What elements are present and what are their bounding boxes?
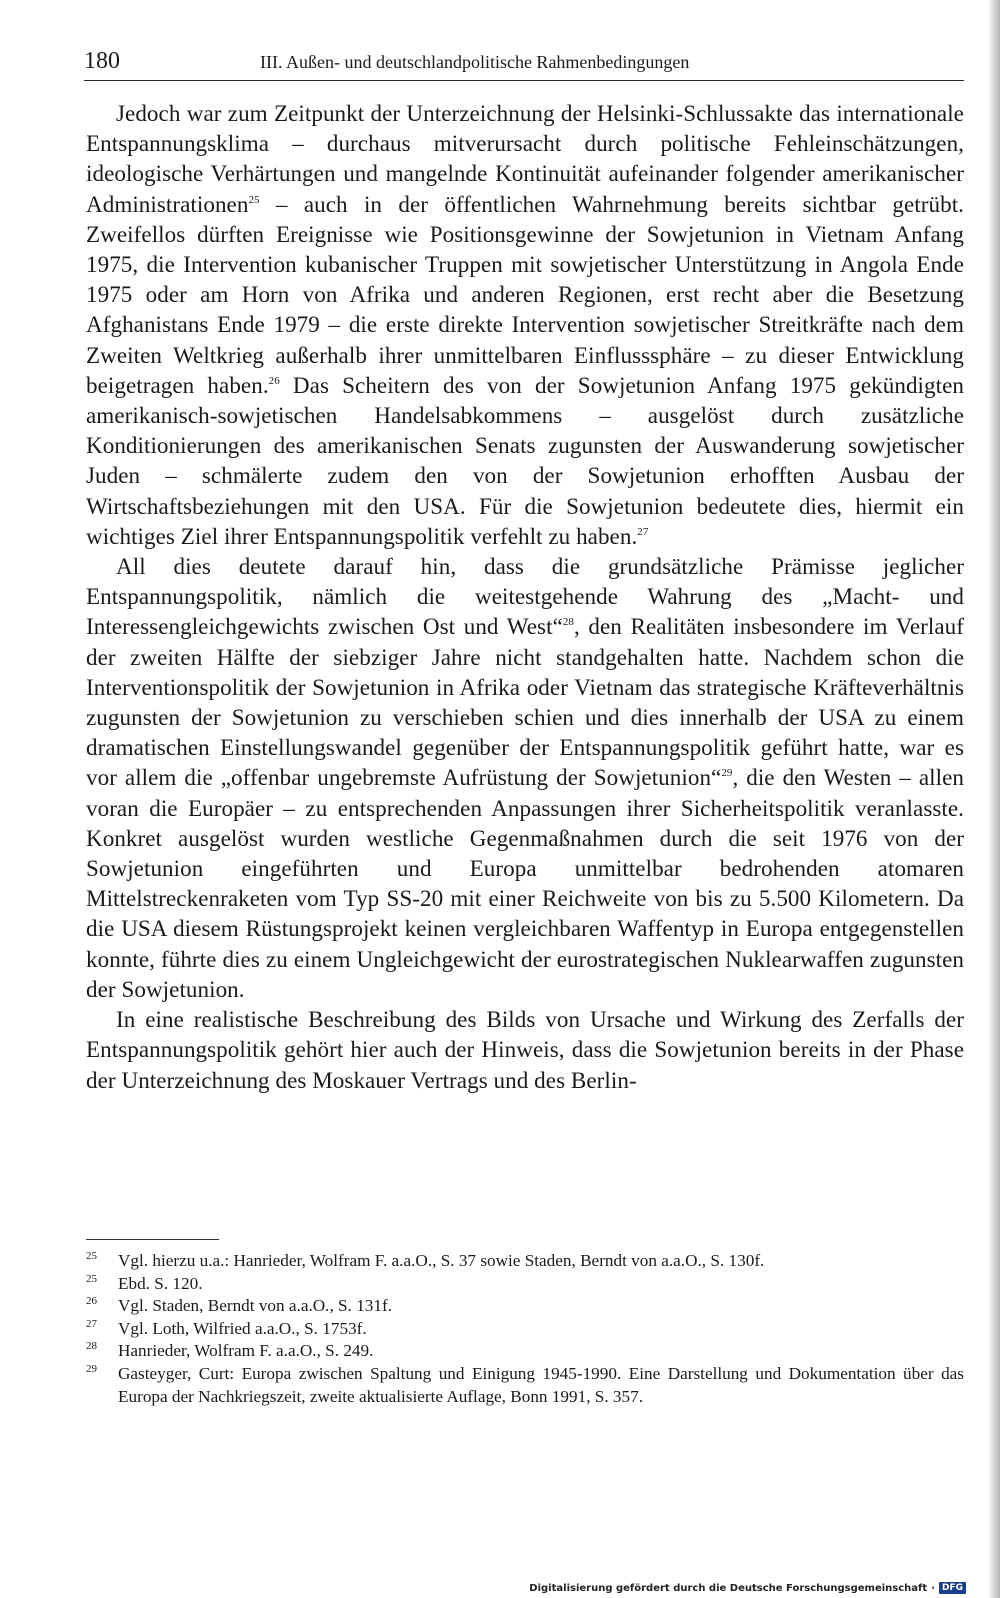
paragraph-text: In eine realistische Beschreibung des Bilds von Ursache und Wirkung des Zerfalls der Entspannungspolitik gehört hier auch der Hinweis, dass die Sowjetunion bereits in der Phase der Unterzeichnung des Moskauer Vertrags und des Berlin- [86, 1006, 964, 1093]
page-edge-shadow [988, 0, 1000, 1598]
paragraph-text: , die den Westen – allen voran die Europäer – zu entsprechenden Anpassungen ihrer Sicherheitspolitik veranlasste. Konkret ausgelöst wurden westliche Gegenmaßnahmen durch die seit 1976 von der Sowjetunion eingeführten und Europa unmittelbar bedrohenden atomaren Mittelstreckenraketen vom Typ SS-20 mit einer Reichweite von bis zu 5.500 Kilometern. Da die USA diesem Rüstungsprojekt keinen vergleichbaren Waffentyp in Europa entgegenstellen konnte, führte dies zu einem Ungleichgewicht der eurostrategischen Nuklearwaffen zugunsten der Sowjetunion. [86, 764, 964, 1002]
paragraph-text: All dies deutete darauf hin, dass die grundsätzliche Prämisse jeglicher Entspannungspolitik, nämlich die weitestgehende Wahrung des „Macht- und Interessengleichgewichts zwischen Ost und West“ [86, 553, 964, 640]
paragraph-text: Das Scheitern des von der Sowjetunion Anfang 1975 gekündigten amerikanisch-sowjetischen Handelsabkommens – ausgelöst durch zusätzliche Konditionierungen des amerikanischen Senats zugunsten der Auswanderung sowjetischer Juden – schmälerte zudem den von der Sowjetunion erhofften Ausbau der Wirtschaftsbeziehungen mit den USA. Für die Sowjetunion bedeutete dies, hiermit ein wichtiges Ziel ihrer Entspannungspolitik verfehlt zu haben. [86, 371, 964, 549]
footnote [86, 1318, 964, 1341]
digitization-credit: Digitalisierung gefördert durch die Deutsche Forschungsgemeinschaft · DFG [529, 1582, 966, 1594]
footnote-text: Hanrieder, Wolfram F. a.a.O., S. 249. [118, 1341, 374, 1361]
footnote [86, 1273, 964, 1296]
footnote-number: 28 [86, 1340, 97, 1353]
footnote-reference[interactable]: 25 [248, 193, 260, 206]
footnote [86, 1363, 964, 1408]
footnote [86, 1295, 964, 1318]
footnote-text: Vgl. Loth, Wilfried a.a.O., S. 1753f. [118, 1318, 367, 1338]
footnote-reference[interactable]: 26 [268, 374, 280, 387]
dfg-logo-icon: DFG [939, 1582, 966, 1594]
paragraph [86, 551, 964, 1004]
running-head: III. Außen- und deutschlandpolitische Rahmenbedingungen [260, 52, 690, 72]
footnote-reference[interactable]: 27 [637, 525, 649, 538]
footnote-text: Vgl. Staden, Berndt von a.a.O., S. 131f. [118, 1296, 393, 1316]
footnote-number: 25 [86, 1250, 97, 1262]
footnote-number: 27 [86, 1317, 97, 1330]
footnote-number: 26 [86, 1295, 97, 1308]
paragraph-text: , den Realitäten insbesondere im Verlauf der zweiten Hälfte der siebziger Jahre nicht standgehalten hatte. Nachdem schon die Interventionspolitik der Sowjetunion in Afrika oder Vietnam das strategische Kräfteverhältnis zugunsten der Sowjetunion zu verschieben schien und dies innerhalb der USA zu einem dramatischen Einstellungswandel gegenüber der Entspannungspolitik geführt hatte, war es vor allem die „offenbar ungebremste Aufrüstung der Sowjetunion“ [86, 613, 965, 791]
paragraph-text: – auch in der öffentlichen Wahrnehmung bereits sichtbar getrübt. Zweifellos dürften Ereignisse wie Positionsgewinne der Sowjetunion in Vietnam Anfang 1975, die Intervention kubanischer Truppen mit sowjetischer Unterstützung in Angola Ende 1975 oder am Horn von Afrika und anderen Regionen, erst recht aber die Besetzung Afghanistans Ende 1979 – die erste direkte Intervention sowjetischer Streitkräfte nach dem Zweiten Weltkrieg außerhalb ihrer unmittelbaren Einflusssphäre – zu dieser Entwicklung beigetragen haben. [86, 190, 964, 398]
page-number: 180 [84, 48, 120, 74]
page-header [84, 46, 964, 81]
body-text [86, 98, 964, 1095]
credit-text: Digitalisierung gefördert durch die Deutsche Forschungsgemeinschaft [529, 1582, 928, 1594]
footnote [86, 1250, 964, 1273]
footnote-reference[interactable]: 28 [562, 616, 574, 629]
footnotes [86, 1250, 964, 1408]
footnote-number: 29 [86, 1362, 97, 1375]
footnote-separator [86, 1239, 219, 1240]
footnote [86, 1340, 964, 1363]
paragraph-text: Jedoch war zum Zeitpunkt der Unterzeichnung der Helsinki-Schlussakte das internationale Entspannungsklima – durchaus mitverursacht durch politische Fehleinschätzungen, ideologische Verhärtungen und mangelnde Kontinuität aufeinander folgender amerikanischer Administrationen [86, 100, 964, 217]
footnote-text: Ebd. S. 120. [118, 1273, 203, 1293]
footnote-reference[interactable]: 29 [721, 767, 733, 780]
paragraph [86, 98, 964, 551]
footnote-text: Vgl. hierzu u.a.: Hanrieder, Wolfram F. a.a.O., S. 37 sowie Staden, Berndt von a.a.O., S. 130f. [118, 1251, 765, 1270]
footnote-text: Gasteyger, Curt: Europa zwischen Spaltung und Einigung 1945-1990. Eine Darstellung und Dokumentation über das Europa der Nachkriegszeit, zweite aktualisierte Auflage, Bonn 1991, S. 357. [118, 1363, 964, 1406]
footnote-number: 25 [86, 1272, 97, 1285]
paragraph [86, 1004, 964, 1095]
